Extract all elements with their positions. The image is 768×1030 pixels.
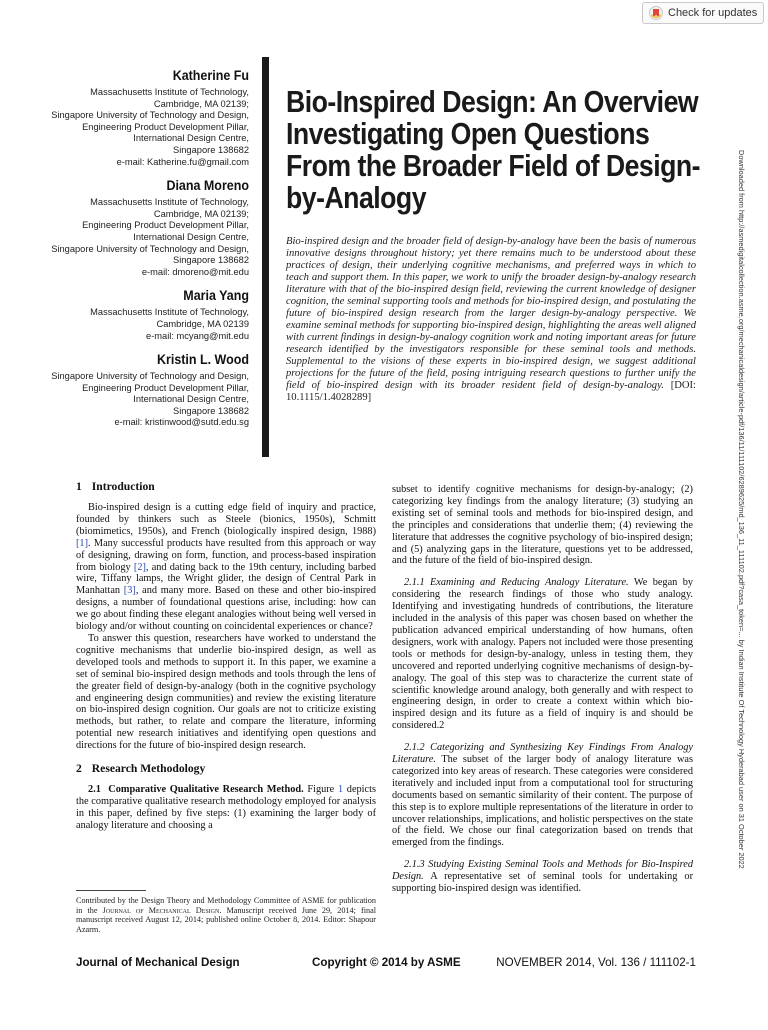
footer-issue: NOVEMBER 2014, Vol. 136 / 111102-1: [496, 956, 696, 969]
paragraph: [392, 577, 693, 732]
spacer: [392, 732, 693, 742]
affiliation-line: Massachusetts Institute of Technology,: [90, 197, 249, 208]
author-list: [40, 66, 249, 437]
citation-link[interactable]: [1]: [76, 537, 89, 549]
citation-link[interactable]: [2]: [133, 561, 146, 573]
author-block: [40, 350, 249, 429]
paragraph-text: A representative set of seminal tools for undertaking or supporting bio-inspired design was identified.: [392, 871, 693, 895]
spacer: [392, 849, 693, 859]
paragraph-text: , and many more. Based on these and other bio-inspired designs, a number of foundational questions arise, including: how can we go about finding these elegant analogies without being well versed in biology and/or without counting on coincidental experiences or chance?: [76, 585, 377, 633]
section-heading: [76, 762, 376, 776]
affiliation-line: International Design Centre,: [133, 231, 249, 242]
paragraph: To answer this question, researchers have worked to understand the cognitive mechanisms that underlie bio-inspired design, as well as developed tools and methods to support it. In this paper, we examine a set of seminal bio-inspired design methods and tools through the lens of the greater field of design-by-analogy (both in the cognitive psychology and engineering design communities) and review the existing literature on bio-inspired design cognition. Our goals are not to criticize existing methods, but rather, to relate and compare the literature, informing potential new research initiatives and identifying open questions and directions for the future of bio-inspired design research.: [76, 632, 376, 752]
abstract: [286, 236, 696, 404]
spacer: [76, 752, 376, 762]
subsubsection-heading: 2.1.2 Categorizing and Synthesizing Key Findings From Analogy Literature.: [392, 742, 693, 766]
subsubsection-heading: 2.1.3 Studying Existing Seminal Tools and Methods for Bio-Inspired Design.: [392, 859, 693, 883]
section-title: Research Methodology: [91, 762, 206, 776]
paragraph: [392, 859, 693, 895]
affiliation-line: Singapore 138682: [173, 255, 249, 266]
footnote-text: Contributed by the Design Theory and Methodology Committee of ASME for publication in the: [76, 896, 376, 915]
footnote: [76, 896, 376, 934]
subsection-title: Comparative Qualitative Research Method.: [108, 784, 304, 796]
paragraph-text: The subset of the larger body of analogy literature was categorized into key areas of research. These categories were considered iteratively and included input from a computational tool for structuring documents based on semantic similarity of their content. The purpose of this step is to explore multiple representations of the literature in order to uncover relationships, implications, and holistic perspectives on the state of the field. We chose our final categorization based on trends that emerged from the findings.: [392, 754, 693, 849]
paragraph-text: Figure: [303, 784, 338, 796]
affiliation-line: International Design Centre,: [133, 133, 249, 144]
section-number: 2: [76, 762, 82, 776]
paragraph-text: We began by considering the research findings of those who study analogy. Identifying and investigating hundreds of contributions, the literature included in the analysis of this paper was chosen based on whether the publication advanced empirical understanding of how humans, often designers, work with analogy. Papers not included were those presenting tools or methods for design-by-analogy, unless in testing them, they uncovered and reported underlying cognitive mechanisms of design-by-analogy. The goal of this step was to characterize the current state of scientific knowledge around analogy, both generally and with respect to engineering design, in order to create a context within which bio-inspired design and its future as a field of inquiry is and should be considered.2: [392, 577, 693, 732]
affiliation-line: Massachusetts Institute of Technology,: [90, 87, 249, 97]
doi-link[interactable]: [DOI: 10.1115/1.4028289]: [286, 380, 696, 403]
affiliation-line: Singapore 138682: [173, 144, 249, 155]
author-email: e-mail: Katherine.fu@gmail.com: [116, 156, 249, 167]
author-email: e-mail: mcyang@mit.edu: [146, 330, 249, 341]
citation-link[interactable]: [3]: [123, 585, 136, 597]
download-note-text: Downloaded from http://asmedigitalcollection.asme.org/mechanicaldesign/article-pdf/136/11/111102/6289625/md_136_11_111102.pdf?casa_token=... by Indian Institute Of Technology Hyderabad user on 31 October 2022: [737, 150, 746, 869]
footnote-text: . Manuscript received June 29, 2014; final manuscript received August 12, 2014; published online October 8, 2014. Editor: Shapour Azarm.: [76, 905, 376, 934]
author-name: Kristin L. Wood: [156, 352, 249, 369]
spacer: [392, 567, 693, 577]
section-number: 1: [76, 480, 82, 493]
footnote-rule: [76, 890, 146, 891]
left-column: [76, 480, 376, 832]
affiliation-line: Cambridge, MA 02139;: [153, 208, 249, 219]
affiliation-line: Engineering Product Development Pillar,: [82, 382, 249, 393]
footnote-journal: Journal of Mechanical Design: [102, 905, 220, 915]
check-for-updates-label: Check for updates: [668, 7, 758, 19]
author-name: Diana Moreno: [166, 178, 249, 195]
paragraph-text: depicts the comparative qualitative research methodology employed for analysis in this paper, defined by five steps: (1) examining the larger body of analogy literature and choosing a: [76, 784, 376, 831]
right-column: [392, 484, 693, 895]
paragraph-text: . Many successful products have resulted from this approach or way of designing, drawing on form, function, and process-based inspiration from biology: [76, 537, 376, 573]
paragraph-text: , and dating back to the 19th century, including barbed wire, Tiffany lamps, the Wright glider, the design of Central Park in Manhattan: [76, 561, 376, 597]
author-name: Maria Yang: [183, 288, 249, 305]
paragraph: [76, 502, 376, 633]
author-email: e-mail: dmoreno@mit.edu: [141, 266, 249, 277]
paper-title: Bio-Inspired Design: An Overview Investigating Open Questions From the Broader Field of Design-by-Analogy: [286, 84, 701, 215]
footer-copyright: Copyright © 2014 by ASME: [312, 956, 461, 969]
section-heading: [76, 480, 376, 494]
abstract-text: Bio-inspired design and the broader field of design-by-analogy have been the basis of numerous innovative designs throughout history; yet there remains much to be understood about these practices of design, their underlying cognitive mechanisms, and preferred ways in which to teach and support them. In this paper, we work to unify the broader design-by-analogy research literature with that of the bio-inspired design field, reviewing the current knowledge of designer cognition, the seminal supporting tools and methods for bio-inspired design, and postulating the future of bio-inspired design research from the larger design-by-analogy perspective. We examine seminal methods for supporting bio-inspired design, highlighting the areas well aligned with current findings in design-by-analogy cognition work and noting important areas for future research identified by the investigators responsible for these seminal tools and methods. Supplemental to the visions of these experts in bio-inspired design, we suggest additional projections for the future of the field, posing intriguing research questions to further unify the field of bio-inspired design with its broader resident field of design-by-analogy.: [286, 236, 696, 391]
paragraph-text: Bio-inspired design is a cutting edge field of inquiry and practice, founded by thinkers such as Steele (bionics, 1950s), Schmitt (biomimetics, 1950s), and French (biologically inspired design, 1988): [76, 502, 376, 537]
paragraph: [76, 784, 376, 832]
affiliation-line: Massachusetts Institute of Technology,: [90, 307, 249, 318]
subsection-number: 2.1: [88, 784, 101, 796]
check-for-updates-badge[interactable]: [642, 2, 764, 24]
affiliation-line: Singapore University of Technology and Design,: [51, 371, 249, 382]
author-email: e-mail: kristinwood@sutd.edu.sg: [114, 417, 249, 428]
author-name: Katherine Fu: [172, 68, 249, 84]
footer-journal: Journal of Mechanical Design: [76, 956, 240, 969]
affiliation-line: Singapore University of Technology and Design,: [51, 110, 249, 121]
affiliation-line: Singapore 138682: [173, 405, 249, 416]
update-check-icon: [649, 6, 663, 20]
download-note: [732, 150, 748, 1030]
affiliation-line: Engineering Product Development Pillar,: [82, 220, 249, 231]
author-block: [40, 286, 249, 342]
subsubsection-heading: 2.1.1 Examining and Reducing Analogy Literature.: [404, 577, 629, 589]
author-block: [40, 176, 249, 278]
affiliation-line: International Design Centre,: [133, 394, 249, 405]
paragraph: subset to identify cognitive mechanisms for design-by-analogy; (2) categorizing key findings from the analogy literature; (3) studying an existing set of seminal tools and methods for bio-inspired design, and the principles and considerations that underlie them; (4) reviewing the literature that addresses the cognitive psychology of bio-inspired design; and (5) analyzing gaps in the literature, questions yet to be addressed, and the future of the field of bio-inspired design.: [392, 484, 693, 567]
author-block: [40, 66, 249, 168]
figure-link[interactable]: 1: [337, 784, 344, 796]
affiliation-line: Cambridge, MA 02139;: [153, 98, 249, 109]
page-footer: [76, 956, 696, 974]
title-accent-bar: [262, 57, 269, 457]
affiliation-line: Cambridge, MA 02139: [156, 318, 249, 329]
affiliation-line: Singapore University of Technology and Design,: [51, 243, 249, 254]
section-title: Introduction: [91, 480, 155, 493]
paragraph: [392, 742, 693, 849]
affiliation-line: Engineering Product Development Pillar,: [82, 121, 249, 132]
